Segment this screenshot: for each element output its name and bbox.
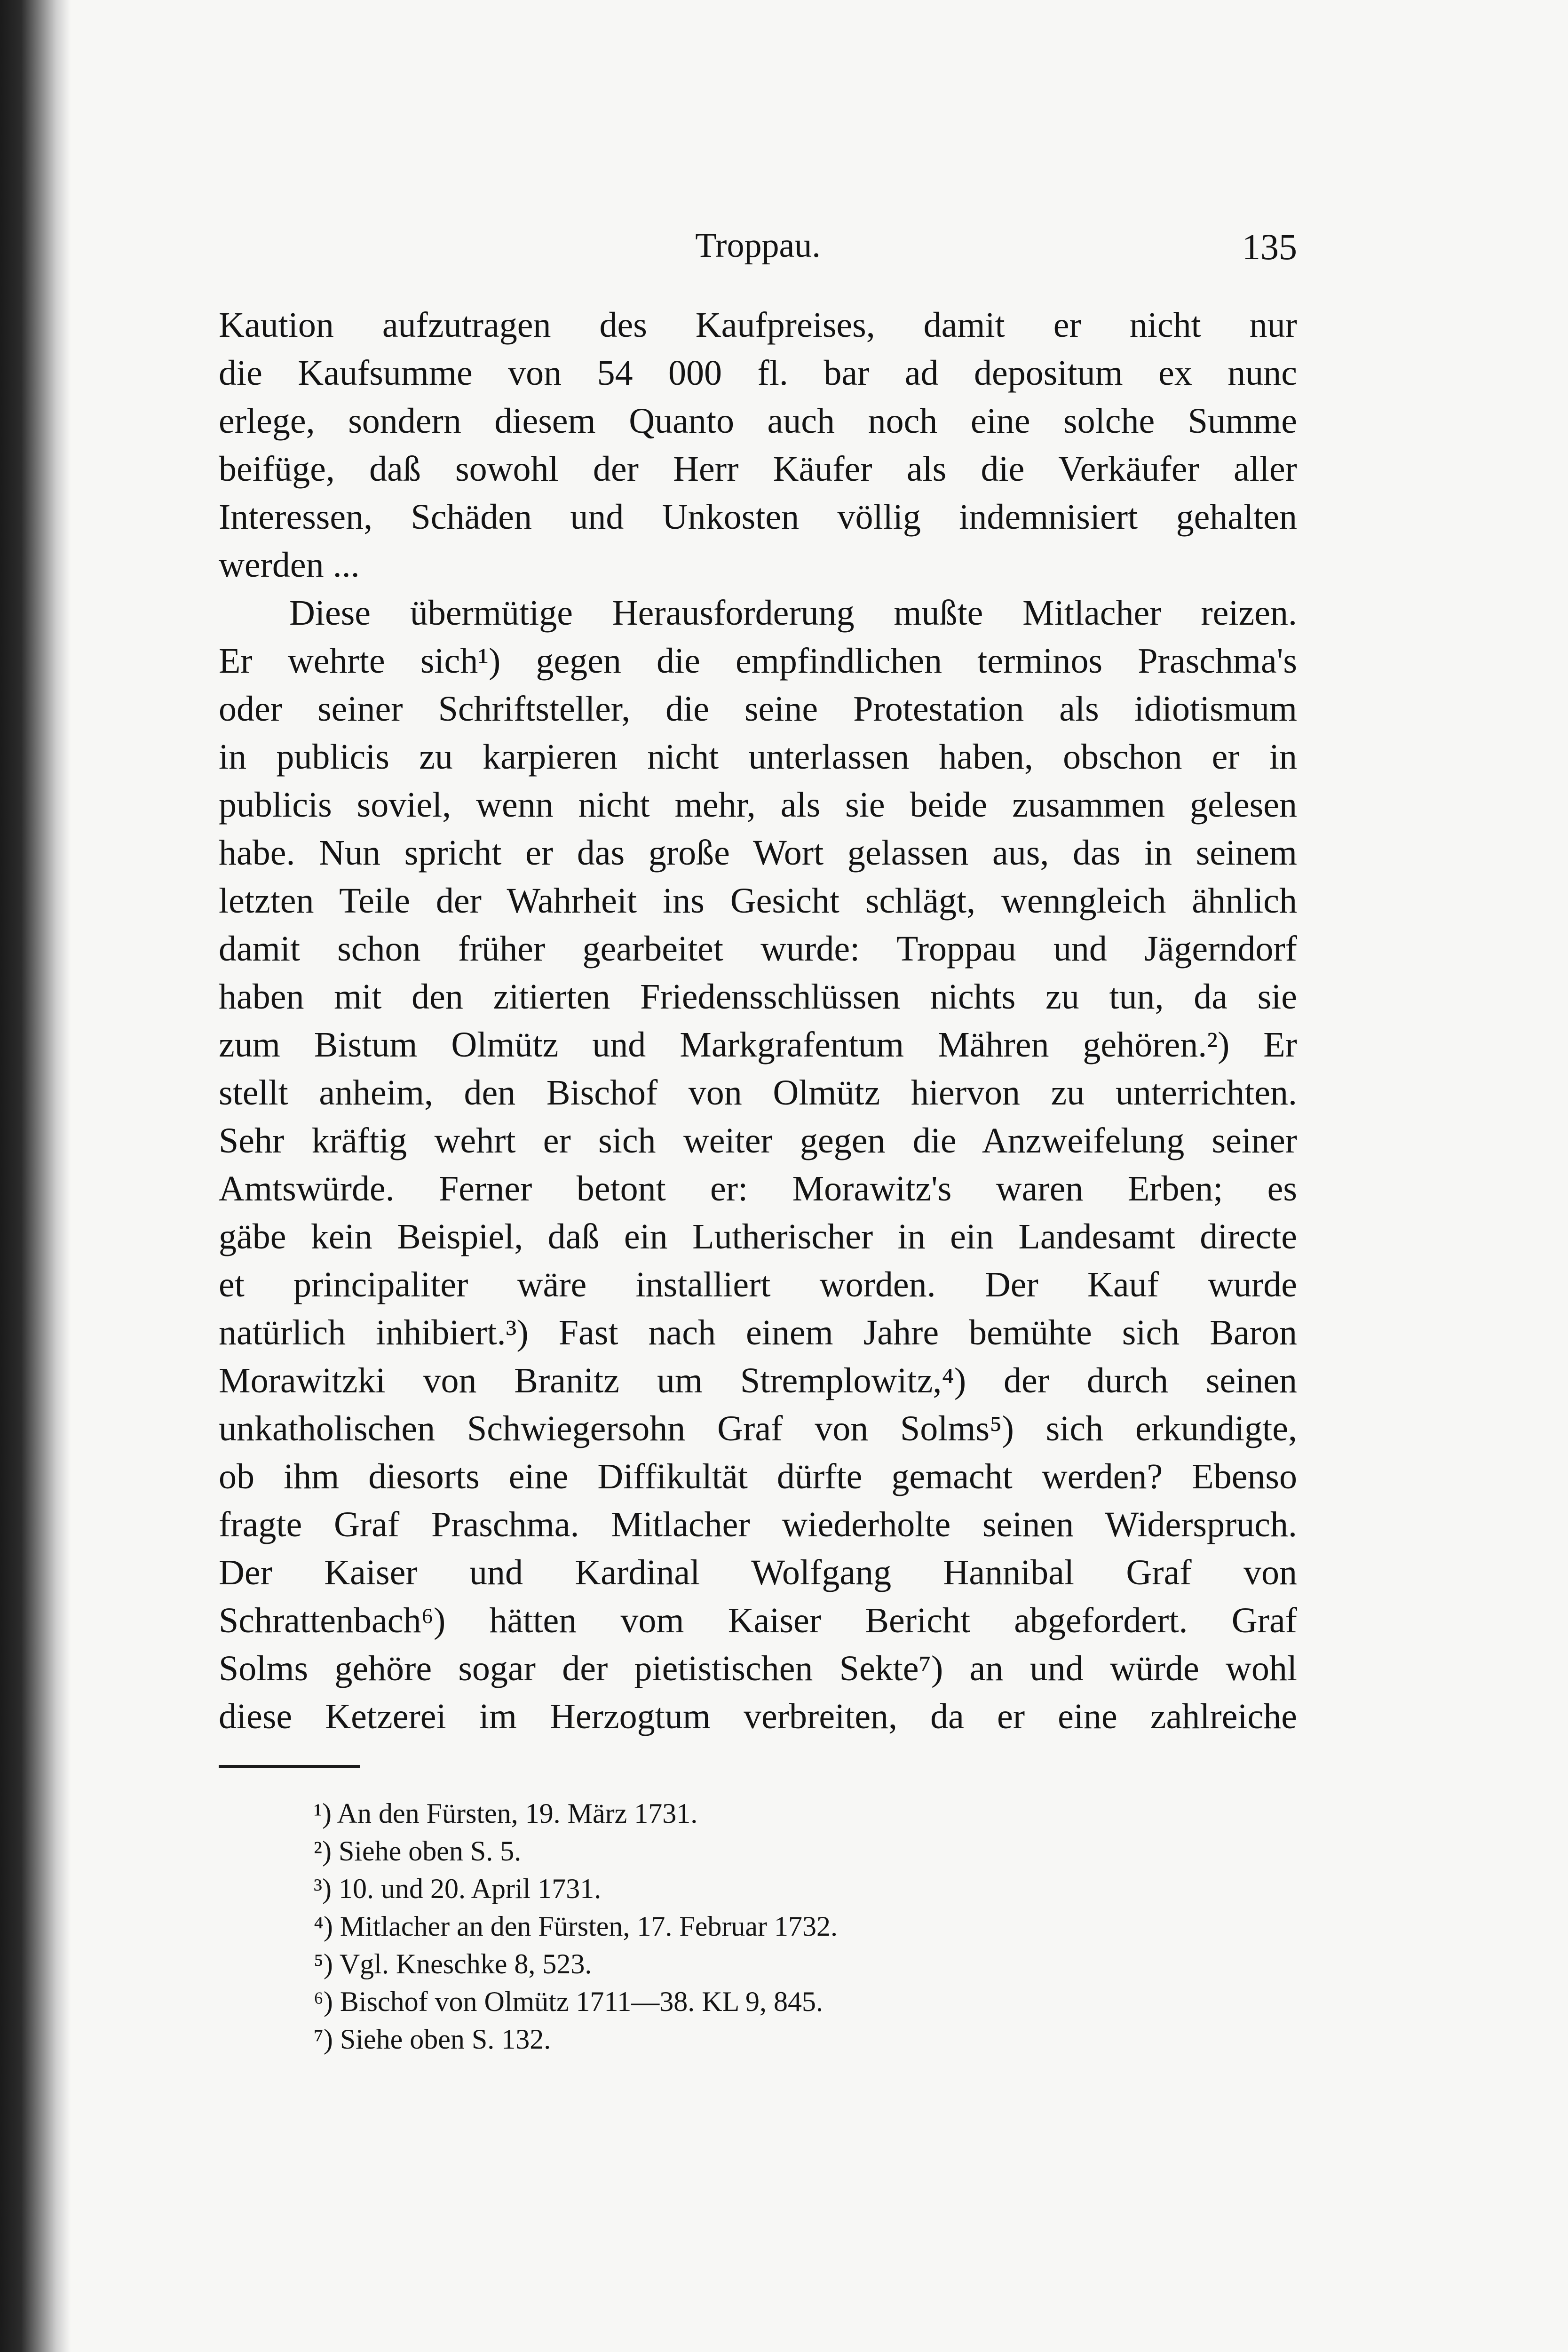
- footnote: ⁷) Siehe oben S. 132.: [314, 2024, 551, 2055]
- footnote: ⁴) Mitlacher an den Fürsten, 17. Februar 1732.: [314, 1911, 838, 1942]
- text-line: fragte Graf Praschma. Mitlacher wiederholte seinen Widerspruch.: [219, 1505, 1297, 1544]
- text-line: gäbe kein Beispiel, daß ein Lutherischer in ein Landesamt directe: [219, 1217, 1297, 1256]
- footnote-rule: [219, 1765, 360, 1768]
- text-line: Kaution aufzutragen des Kaufpreises, damit er nicht nur: [219, 305, 1297, 345]
- text-line: erlege, sondern diesem Quanto auch noch eine solche Summe: [219, 401, 1297, 441]
- text-line: Diese übermütige Herausforderung mußte Mitlacher reizen.: [289, 593, 1297, 633]
- text-line: letzten Teile der Wahrheit ins Gesicht schlägt, wenngleich ähnlich: [219, 881, 1297, 921]
- text-line: beifüge, daß sowohl der Herr Käufer als die Verkäufer aller: [219, 449, 1297, 489]
- footnote: ⁶) Bischof von Olmütz 1711—38. KL 9, 845.: [314, 1986, 824, 2017]
- text-line: stellt anheim, den Bischof von Olmütz hiervon zu unterrichten.: [219, 1073, 1297, 1112]
- footnotes: [314, 1795, 1207, 2058]
- footnote: ¹) An den Fürsten, 19. März 1731.: [314, 1798, 698, 1829]
- text-line: in publicis zu karpieren nicht unterlassen haben, obschon er in: [219, 737, 1297, 777]
- body-text: [219, 301, 1297, 1740]
- text-line: haben mit den zitierten Friedensschlüssen nichts zu tun, da sie: [219, 977, 1297, 1017]
- text-line: oder seiner Schriftsteller, die seine Protestation als idiotismum: [219, 689, 1297, 729]
- text-line: Er wehrte sich¹) gegen die empfindlichen terminos Praschma's: [219, 641, 1297, 681]
- text-line: habe. Nun spricht er das große Wort gelassen aus, das in seinem: [219, 833, 1297, 873]
- text-line: et principaliter wäre installiert worden. Der Kauf wurde: [219, 1265, 1297, 1304]
- text-line: Interessen, Schäden und Unkosten völlig indemnisiert gehalten: [219, 497, 1297, 537]
- text-line: natürlich inhibiert.³) Fast nach einem Jahre bemühte sich Baron: [219, 1313, 1297, 1352]
- text-line: zum Bistum Olmütz und Markgrafentum Mähren gehören.²) Er: [219, 1025, 1297, 1065]
- footnote: ³) 10. und 20. April 1731.: [314, 1873, 602, 1904]
- text-line: Schrattenbach⁶) hätten vom Kaiser Bericht abgefordert. Graf: [219, 1601, 1297, 1640]
- text-line: Morawitzki von Branitz um Stremplowitz,⁴) der durch seinen: [219, 1361, 1297, 1400]
- text-line: ob ihm diesorts eine Diffikultät dürfte gemacht werden? Ebenso: [219, 1457, 1297, 1496]
- footnote: ⁵) Vgl. Kneschke 8, 523.: [314, 1948, 592, 1979]
- running-title: Troppau.: [695, 226, 821, 265]
- text-line: Amtswürde. Ferner betont er: Morawitz's waren Erben; es: [219, 1169, 1297, 1208]
- footnote: ²) Siehe oben S. 5.: [314, 1836, 522, 1867]
- page-number: 135: [1242, 226, 1297, 267]
- text-line: Solms gehöre sogar der pietistischen Sekte⁷) an und würde wohl: [219, 1649, 1297, 1688]
- page-header: [219, 226, 1297, 278]
- text-line: damit schon früher gearbeitet wurde: Troppau und Jägerndorf: [219, 929, 1297, 969]
- text-line: die Kaufsumme von 54 000 fl. bar ad depositum ex nunc: [219, 353, 1297, 393]
- text-line: unkatholischen Schwiegersohn Graf von Solms⁵) sich erkundigte,: [219, 1409, 1297, 1448]
- text-line: publicis soviel, wenn nicht mehr, als sie beide zusammen gelesen: [219, 785, 1297, 825]
- text-line: Sehr kräftig wehrt er sich weiter gegen die Anzweifelung seiner: [219, 1121, 1297, 1160]
- text-line: werden ...: [219, 545, 360, 585]
- text-line: diese Ketzerei im Herzogtum verbreiten, da er eine zahlreiche: [219, 1697, 1297, 1736]
- text-line: Der Kaiser und Kardinal Wolfgang Hannibal Graf von: [219, 1553, 1297, 1592]
